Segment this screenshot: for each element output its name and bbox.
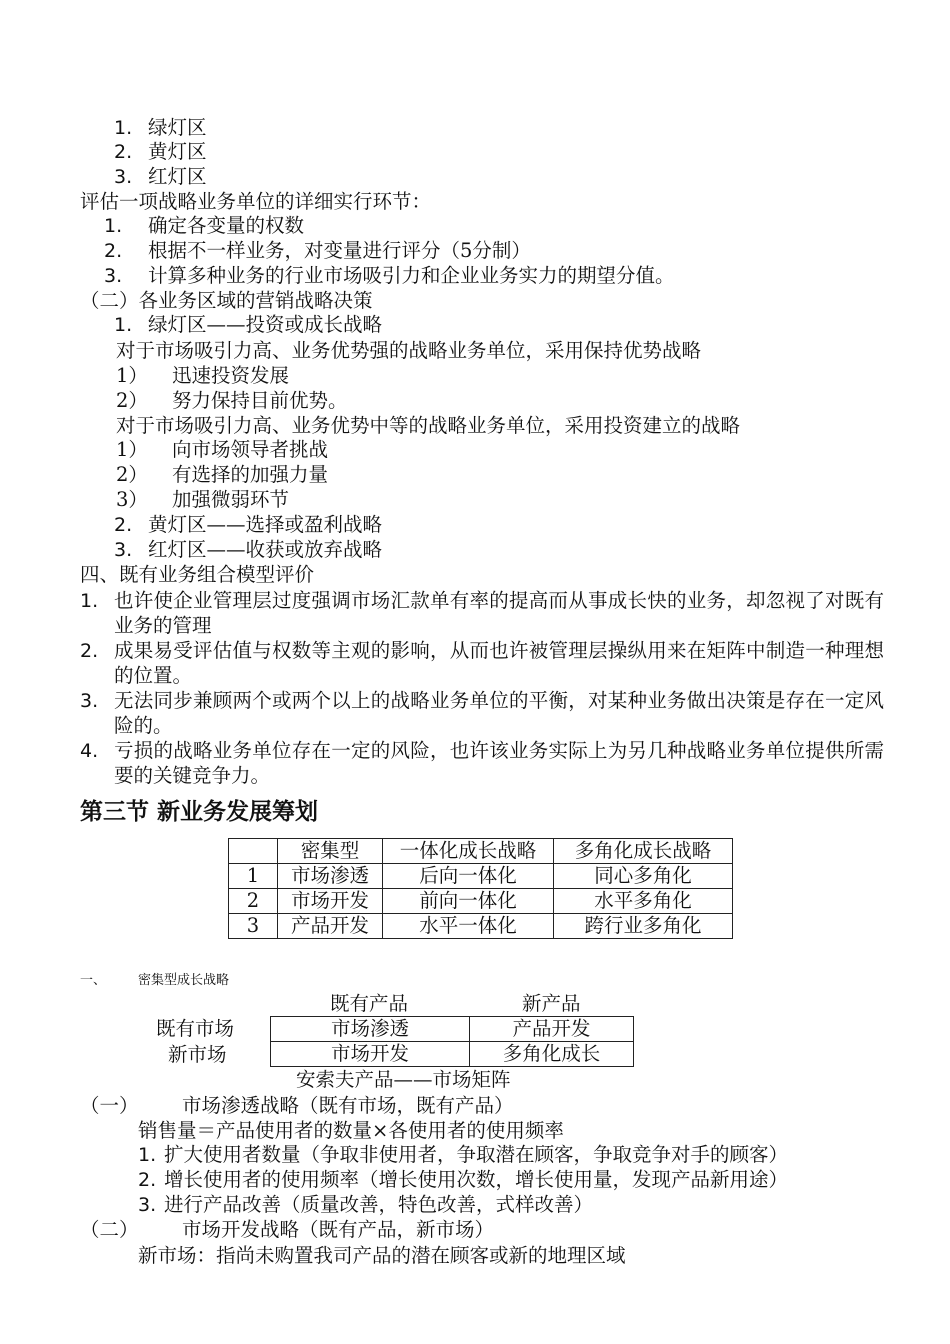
table-cell: 市场渗透 <box>278 864 383 889</box>
table-cell: 产品开发 <box>278 914 383 939</box>
paragraph-text: 评估一项战略业务单位的详细实行环节： <box>80 190 432 213</box>
matrix-row-label: 既有市场 <box>156 1017 235 1040</box>
list-text: 加强微弱环节 <box>172 488 290 511</box>
list-text: 有选择的加强力量 <box>172 463 329 486</box>
subheading-text: （二）各业务区域的营销战略决策 <box>80 289 373 312</box>
ansoff-matrix <box>270 1016 634 1067</box>
list-number: 2. <box>138 1169 157 1191</box>
list-number: 1. <box>138 1144 157 1166</box>
list-number: 3. <box>104 265 123 287</box>
subheading-number: （二） <box>80 1218 139 1241</box>
heading-number: 一、 <box>80 973 107 988</box>
table-cell: 2 <box>229 889 278 914</box>
caption-text: 安索夫产品——市场矩阵 <box>296 1068 511 1091</box>
table-header-cell: 一体化成长战略 <box>383 839 554 864</box>
table-cell: 跨行业多角化 <box>554 914 733 939</box>
list-text: 计算多种业务的行业市场吸引力和企业业务实力的期望分值。 <box>148 264 675 287</box>
heading-text: 密集型成长战略 <box>138 973 230 988</box>
list-number: 2） <box>116 463 148 486</box>
section-title: 第三节 新业务发展筹划 <box>80 799 319 825</box>
table-cell: 同心多角化 <box>554 864 733 889</box>
list-text: 红灯区 <box>148 165 207 188</box>
list-text: 迅速投资发展 <box>172 364 290 387</box>
list-text: 也许使企业管理层过度强调市场汇款单有率的提高而从事成长快的业务，却忽视了对既有业务的管理 <box>114 589 884 637</box>
table-cell: 后向一体化 <box>383 864 554 889</box>
list-number: 3） <box>116 488 148 511</box>
table-row <box>229 864 733 889</box>
list-number: 1） <box>116 364 148 387</box>
table-cell: 3 <box>229 914 278 939</box>
list-text: 进行产品改善（质量改善，特色改善，式样改善） <box>164 1193 594 1216</box>
list-number: 2. <box>80 640 99 662</box>
list-number: 4. <box>80 740 99 762</box>
list-number: 1） <box>116 438 148 461</box>
table-cell: 多角化成长 <box>470 1042 634 1067</box>
table-row <box>229 889 733 914</box>
list-number: 1. <box>80 590 99 612</box>
subheading-number: （一） <box>80 1094 139 1117</box>
list-number: 3. <box>114 166 133 188</box>
table-header-cell: 密集型 <box>278 839 383 864</box>
list-text: 确定各变量的权数 <box>148 214 305 237</box>
list-text: 绿灯区——投资或成长战略 <box>148 313 383 336</box>
list-number: 2. <box>114 514 133 536</box>
matrix-row-label: 新市场 <box>168 1043 227 1066</box>
table-cell: 市场开发 <box>271 1042 470 1067</box>
table-header-row <box>229 839 733 864</box>
table-cell: 市场开发 <box>278 889 383 914</box>
list-text: 亏损的战略业务单位存在一定的风险，也许该业务实际上为另几种战略业务单位提供所需要的关键竞争力。 <box>114 739 884 787</box>
subheading-text: 市场开发战略（既有产品，新市场） <box>182 1218 495 1241</box>
list-text: 根据不一样业务，对变量进行评分（5分制） <box>148 239 531 262</box>
list-number: 2） <box>116 389 148 412</box>
paragraph-text: 对于市场吸引力高、业务优势中等的战略业务单位，采用投资建立的战略 <box>116 414 741 437</box>
table-cell: 1 <box>229 864 278 889</box>
strategy-table <box>228 838 733 939</box>
table-cell: 水平多角化 <box>554 889 733 914</box>
table-cell: 前向一体化 <box>383 889 554 914</box>
list-text: 增长使用者的使用频率（增长使用次数，增长使用量，发现产品新用途） <box>164 1168 789 1191</box>
list-number: 2. <box>104 240 123 262</box>
list-text: 向市场领导者挑战 <box>172 438 329 461</box>
table-row <box>271 1042 634 1067</box>
list-text: 扩大使用者数量（争取非使用者，争取潜在顾客，争取竞争对手的顾客） <box>164 1143 789 1166</box>
table-cell: 市场渗透 <box>271 1017 470 1042</box>
list-text: 黄灯区 <box>148 140 207 163</box>
paragraph-text: 销售量＝产品使用者的数量×各使用者的使用频率 <box>138 1119 564 1142</box>
heading-text: 四、既有业务组合模型评价 <box>80 563 315 586</box>
list-text: 绿灯区 <box>148 116 207 139</box>
list-number: 1. <box>114 117 133 139</box>
list-text: 无法同步兼顾两个或两个以上的战略业务单位的平衡，对某种业务做出决策是存在一定风险的。 <box>114 689 884 737</box>
matrix-column-header: 既有产品 <box>330 992 409 1015</box>
table-header-cell: 多角化成长战略 <box>554 839 733 864</box>
list-number: 2. <box>114 141 133 163</box>
list-text: 努力保持目前优势。 <box>172 389 348 412</box>
matrix-column-header: 新产品 <box>522 992 581 1015</box>
table-cell: 水平一体化 <box>383 914 554 939</box>
list-text: 红灯区——收获或放弃战略 <box>148 538 383 561</box>
table-row <box>271 1017 634 1042</box>
subheading-text: 市场渗透战略（既有市场，既有产品） <box>182 1094 514 1117</box>
paragraph-text: 新市场：指尚未购置我司产品的潜在顾客或新的地理区域 <box>138 1244 626 1267</box>
list-number: 3. <box>138 1194 157 1216</box>
list-text: 成果易受评估值与权数等主观的影响，从而也许被管理层操纵用来在矩阵中制造一种理想的位置。 <box>114 639 884 687</box>
table-cell: 产品开发 <box>470 1017 634 1042</box>
table-header-cell <box>229 839 278 864</box>
list-number: 1. <box>104 215 123 237</box>
table-row <box>229 914 733 939</box>
list-text: 黄灯区——选择或盈利战略 <box>148 513 383 536</box>
list-number: 1. <box>114 314 133 336</box>
list-number: 3. <box>114 539 133 561</box>
paragraph-text: 对于市场吸引力高、业务优势强的战略业务单位，采用保持优势战略 <box>116 339 702 362</box>
list-number: 3. <box>80 690 99 712</box>
